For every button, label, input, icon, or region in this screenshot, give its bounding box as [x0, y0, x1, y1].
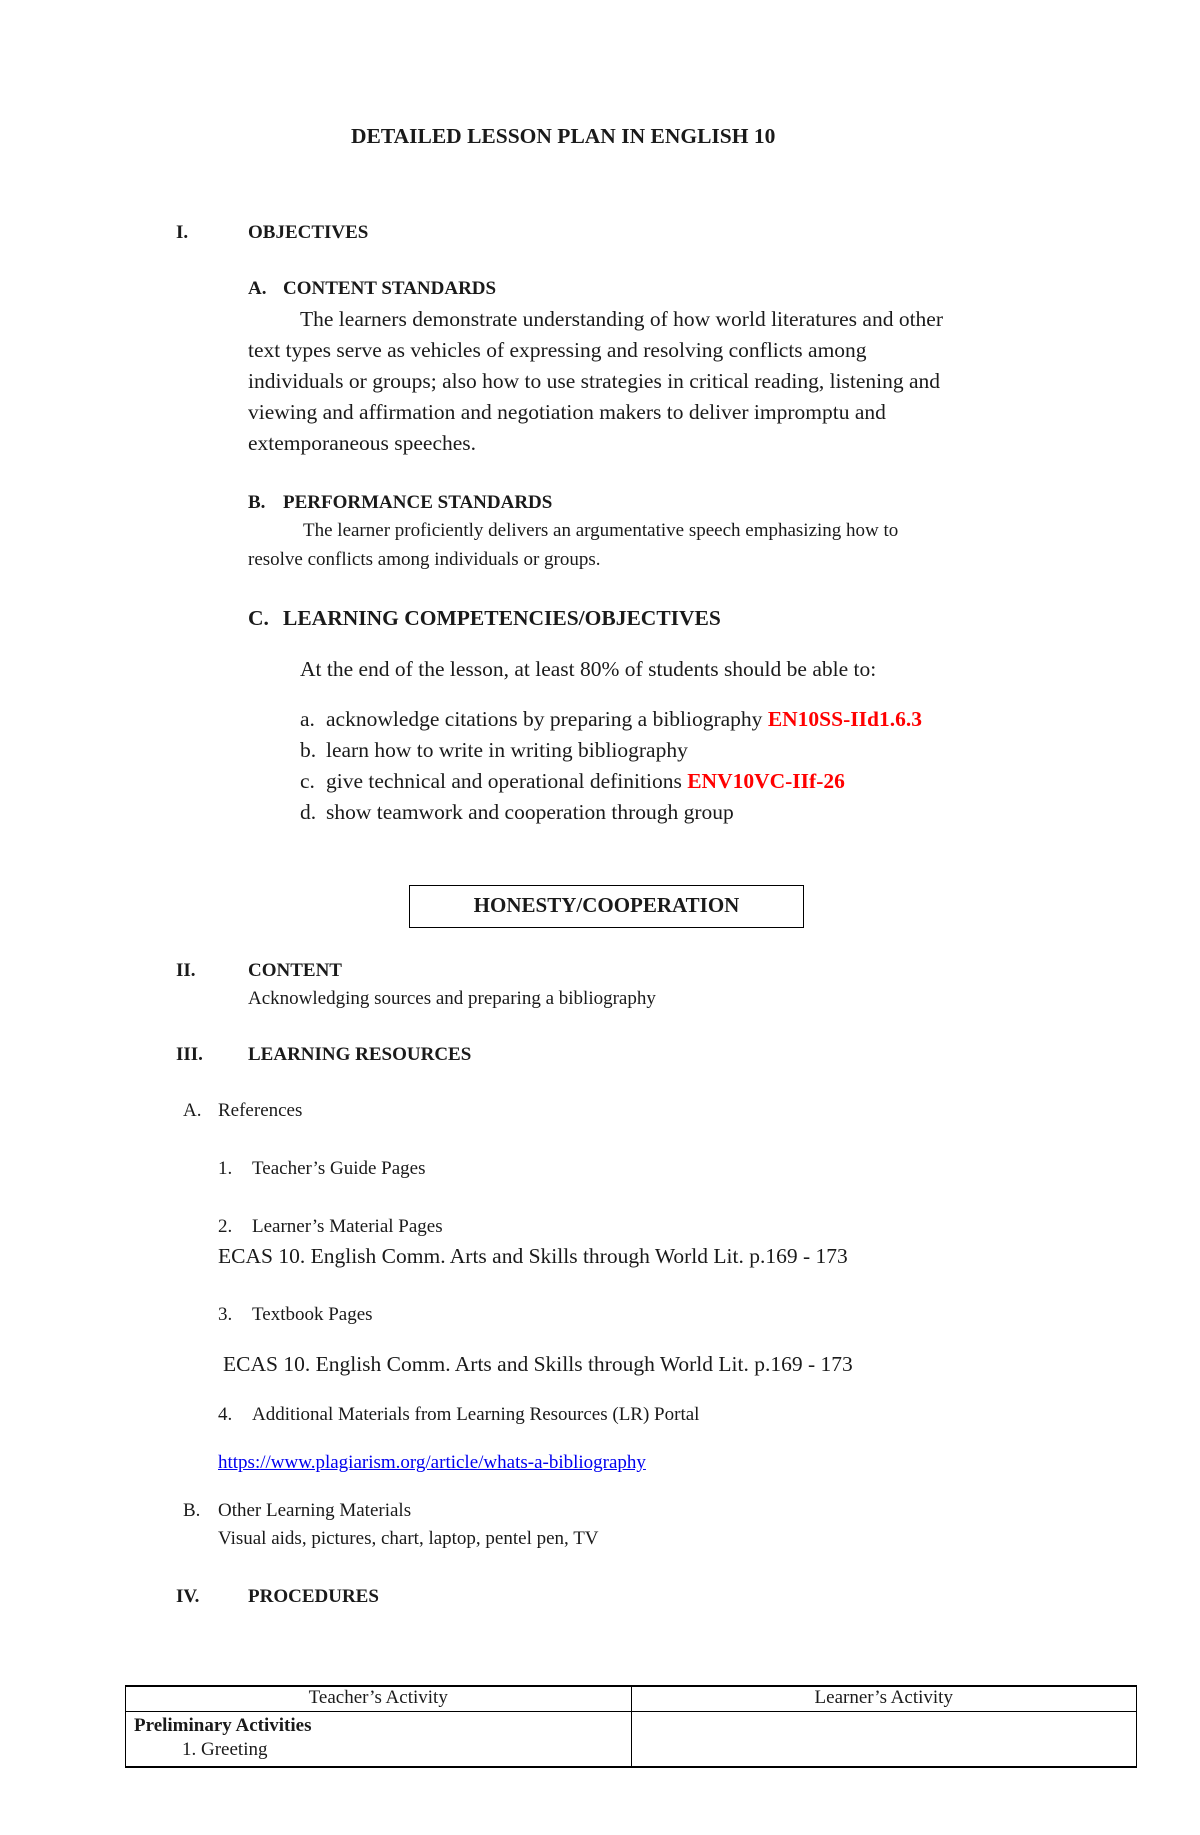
reference-item: Learner’s Material Pages: [252, 1216, 443, 1237]
learning-competencies-heading: LEARNING COMPETENCIES/OBJECTIVES: [283, 606, 721, 630]
reference-detail: ECAS 10. English Comm. Arts and Skills through World Lit. p.169 - 173: [218, 1244, 848, 1268]
values-box: HONESTY/COOPERATION: [409, 885, 804, 928]
greeting-step: 1. Greeting: [182, 1739, 268, 1760]
reference-marker: 3.: [218, 1304, 233, 1325]
teacher-activity-header: Teacher’s Activity: [126, 1686, 632, 1712]
reference-item: Teacher’s Guide Pages: [252, 1158, 426, 1179]
performance-standards-line: resolve conflicts among individuals or groups.: [248, 549, 601, 570]
section-heading-procedures: PROCEDURES: [248, 1586, 379, 1607]
content-standards-line: individuals or groups; also how to use strategies in critical reading, listening and: [248, 369, 941, 393]
objective-text: give technical and operational definitions: [326, 769, 688, 793]
section-heading-content: CONTENT: [248, 960, 342, 981]
objective-marker: b.: [300, 738, 317, 762]
other-materials-label: B.: [183, 1500, 201, 1521]
objective-marker: a.: [300, 707, 315, 731]
preliminary-activities: Preliminary Activities: [134, 1715, 312, 1736]
learner-activity-cell: [631, 1712, 1137, 1768]
content-standards-text: [248, 304, 1128, 459]
content-text: Acknowledging sources and preparing a bibliography: [248, 988, 656, 1009]
performance-standards-line: The learner proficiently delivers an argumentative speech emphasizing how to: [303, 520, 899, 541]
teacher-activity-cell: [126, 1712, 632, 1768]
section-numeral-content: II.: [176, 960, 196, 981]
procedures-table: [125, 1685, 1137, 1768]
content-standards-label: A.: [248, 278, 267, 299]
section-numeral-objectives: I.: [176, 222, 189, 243]
table-header-row: [126, 1686, 1137, 1712]
objective-text: show teamwork and cooperation through group: [326, 800, 734, 824]
content-standards-heading: CONTENT STANDARDS: [283, 278, 497, 299]
lr-portal-link[interactable]: https://www.plagiarism.org/article/whats-a-bibliography: [218, 1452, 646, 1473]
performance-standards-heading: PERFORMANCE STANDARDS: [283, 492, 553, 513]
other-materials-text: Visual aids, pictures, chart, laptop, pentel pen, TV: [218, 1528, 599, 1549]
reference-marker: 4.: [218, 1404, 233, 1425]
competency-code: EN10SS-IId1.6.3: [767, 707, 922, 731]
section-numeral-procedures: IV.: [176, 1586, 200, 1607]
content-standards-line: viewing and affirmation and negotiation makers to deliver impromptu and: [248, 400, 886, 424]
references-label: A.: [183, 1100, 202, 1121]
competency-code: ENV10VC-IIf-26: [687, 769, 845, 793]
objective-item: [326, 738, 688, 763]
reference-detail: ECAS 10. English Comm. Arts and Skills through World Lit. p.169 - 173: [223, 1352, 853, 1376]
objective-text: learn how to write in writing bibliography: [326, 738, 688, 762]
section-numeral-resources: III.: [176, 1044, 203, 1065]
content-standards-line: The learners demonstrate understanding of how world literatures and other: [300, 307, 943, 331]
other-materials-heading: Other Learning Materials: [218, 1500, 412, 1521]
content-standards-line: text types serve as vehicles of expressing and resolving conflicts among: [248, 338, 867, 362]
learning-competencies-intro: At the end of the lesson, at least 80% of students should be able to:: [300, 657, 877, 681]
reference-item: Additional Materials from Learning Resources (LR) Portal: [252, 1404, 700, 1425]
learner-activity-header: Learner’s Activity: [631, 1686, 1137, 1712]
reference-marker: 1.: [218, 1158, 233, 1179]
objective-item: [326, 769, 845, 794]
objective-marker: c.: [300, 769, 315, 793]
references-heading: References: [218, 1100, 303, 1121]
objective-text: acknowledge citations by preparing a bibliography: [326, 707, 768, 731]
performance-standards-label: B.: [248, 492, 266, 513]
table-row: [126, 1712, 1137, 1768]
objective-marker: d.: [300, 800, 317, 824]
document-title: DETAILED LESSON PLAN IN ENGLISH 10: [351, 124, 776, 148]
section-heading-objectives: OBJECTIVES: [248, 222, 369, 243]
content-standards-line: extemporaneous speeches.: [248, 431, 477, 455]
objective-item: [326, 707, 922, 732]
learning-competencies-label: C.: [248, 606, 269, 630]
section-heading-resources: LEARNING RESOURCES: [248, 1044, 472, 1065]
reference-item: Textbook Pages: [252, 1304, 373, 1325]
objective-item: [326, 800, 734, 825]
reference-marker: 2.: [218, 1216, 233, 1237]
